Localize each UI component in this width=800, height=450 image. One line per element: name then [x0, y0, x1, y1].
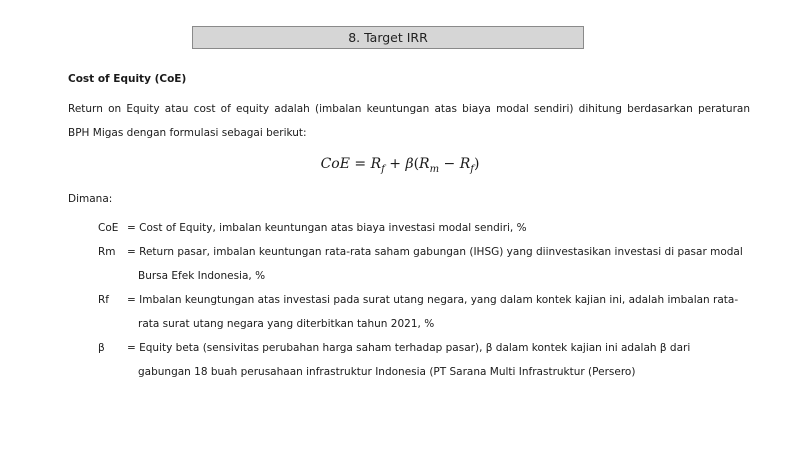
intro-line-1: Return on Equity atau cost of equity adalah (imbalan keuntungan atas biaya modal sendiri) dihitung berdasarkan peraturan: [68, 103, 750, 115]
formula-equals: =: [349, 156, 371, 172]
section-title: 8. Target IRR: [192, 26, 584, 49]
def-line-rf-1: = Imbalan keungtungan atas investasi pada surat utang negara, yang dalam kontek kajian ini, adalah imbalan rata-: [127, 294, 739, 306]
def-line-beta-2: gabungan 18 buah perusahaan infrastruktur Indonesia (PT Sarana Multi Infrastruktur (Persero): [138, 366, 636, 378]
formula-open-paren: (: [413, 156, 420, 172]
def-term-beta: β: [98, 342, 105, 354]
formula-rf2: R: [459, 156, 471, 172]
def-line-rf-2: rata surat utang negara yang diterbitkan tahun 2021, %: [138, 318, 435, 330]
formula-rm-sub: m: [429, 163, 440, 175]
formula-rf-sub: f: [381, 163, 385, 175]
coe-formula: [0, 156, 800, 175]
def-line-rm-2: Bursa Efek Indonesia, %: [138, 270, 266, 282]
intro-line-2: BPH Migas dengan formulasi sebagai berikut:: [68, 127, 307, 139]
formula-plus: +: [384, 156, 406, 172]
subheading-cost-of-equity: Cost of Equity (CoE): [68, 73, 187, 85]
def-line-coe: = Cost of Equity, imbalan keuntungan atas biaya investasi modal sendiri, %: [127, 222, 527, 234]
formula-rf: R: [370, 156, 382, 172]
formula-close-paren: ): [473, 156, 480, 172]
def-line-beta-1: = Equity beta (sensivitas perubahan harga saham terhadap pasar), β dalam kontek kajian ini adalah β dari: [127, 342, 691, 354]
def-term-coe: CoE: [98, 222, 119, 234]
formula-minus: −: [439, 156, 460, 172]
dimana-label: Dimana:: [68, 193, 113, 205]
formula-rf2-sub: f: [470, 163, 474, 175]
def-term-rf: Rf: [98, 294, 109, 306]
def-term-rm: Rm: [98, 246, 116, 258]
formula-beta: β: [405, 156, 414, 172]
formula-lhs: CoE: [320, 156, 350, 172]
def-line-rm-1: = Return pasar, imbalan keuntungan rata-rata saham gabungan (IHSG) yang diinvestasikan investasi di pasar modal: [127, 246, 743, 258]
formula-rm: R: [419, 156, 430, 172]
